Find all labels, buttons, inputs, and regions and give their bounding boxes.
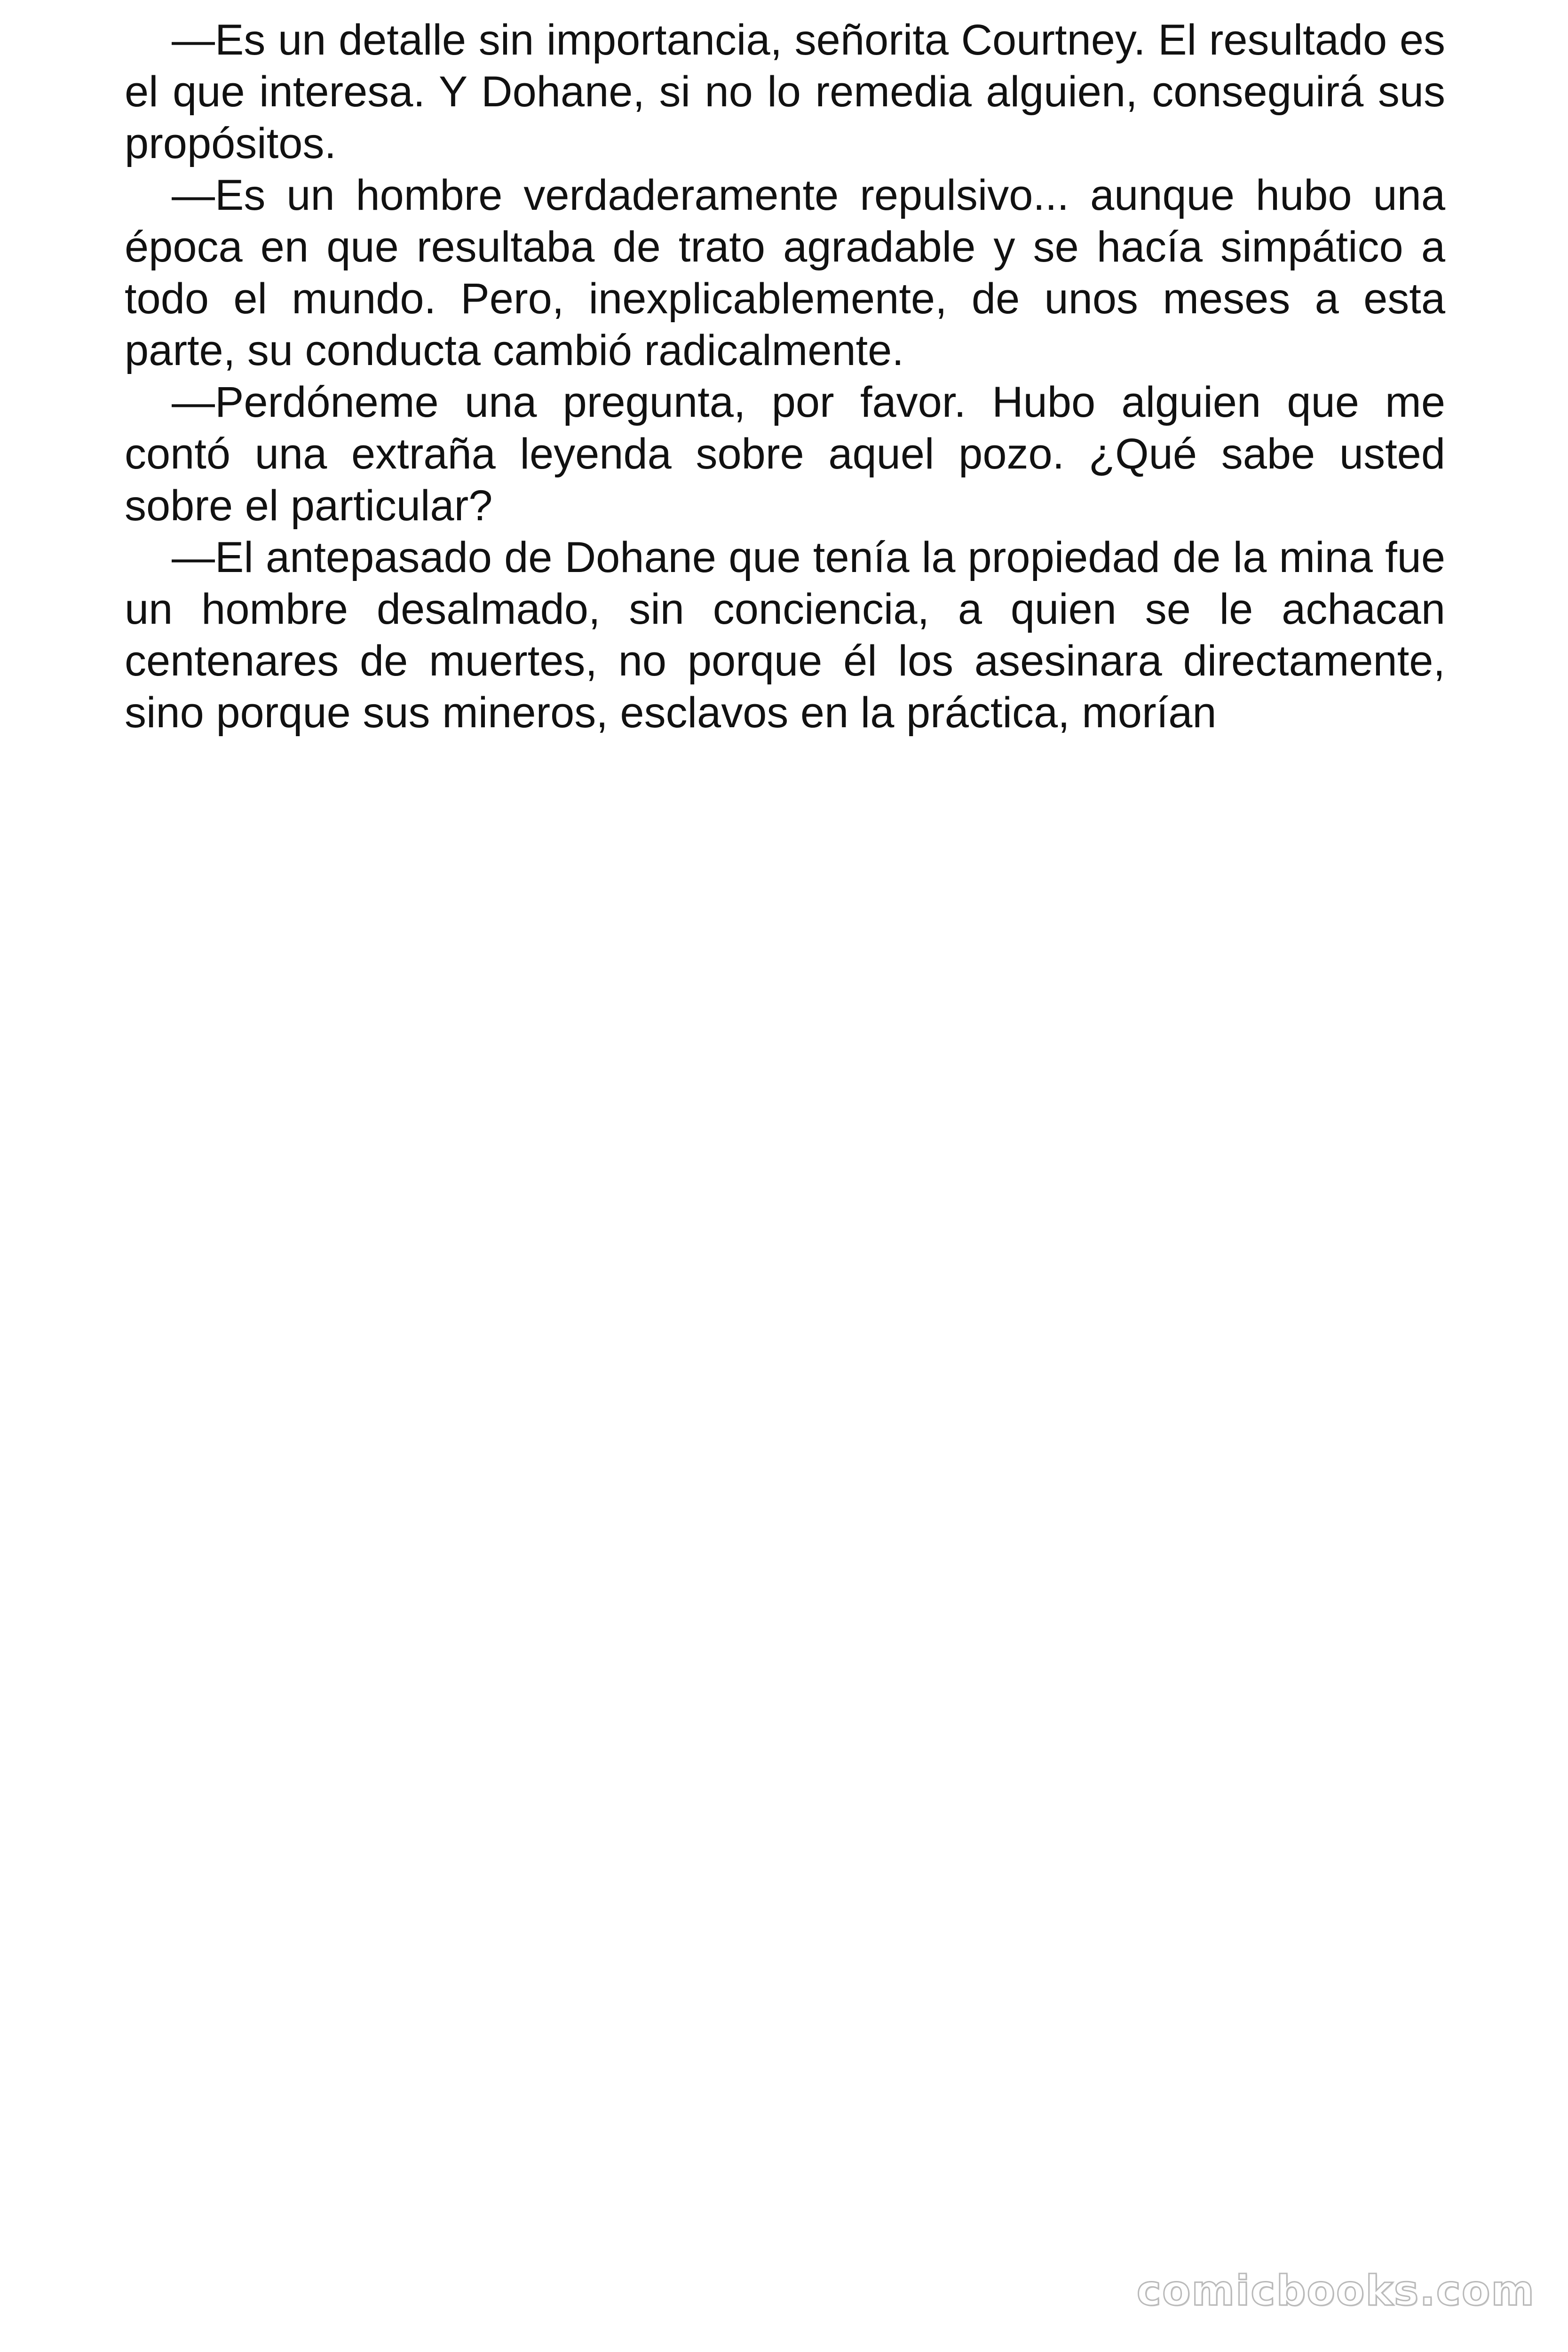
watermark-logo: comicbooks.com	[1136, 2266, 1535, 2315]
paragraph-3: —Perdóneme una pregunta, por favor. Hubo alguien que me contó una extraña leyenda sobre aquel pozo. ¿Qué sabe usted sobre el particular?	[125, 378, 1445, 530]
paragraph-1: —Es un detalle sin importancia, señorita Courtney. El resultado es el que interesa. Y Dohane, si no lo remedia alguien, conseguirá sus propósitos.	[125, 16, 1445, 167]
paragraph-4: —El antepasado de Dohane que tenía la propiedad de la mina fue un hombre desalmado, sin conciencia, a quien se le achacan centenares de muertes, no porque él los asesinara directamente, sino porque sus mineros, esclavos en la práctica, morían	[125, 533, 1445, 737]
body-text	[125, 14, 1445, 739]
paragraph-2: —Es un hombre verdaderamente repulsivo... aunque hubo una época en que resultaba de trato agradable y se hacía simpático a todo el mundo. Pero, inexplicablemente, de unos meses a esta parte, su conducta cambió radicalmente.	[125, 171, 1445, 374]
